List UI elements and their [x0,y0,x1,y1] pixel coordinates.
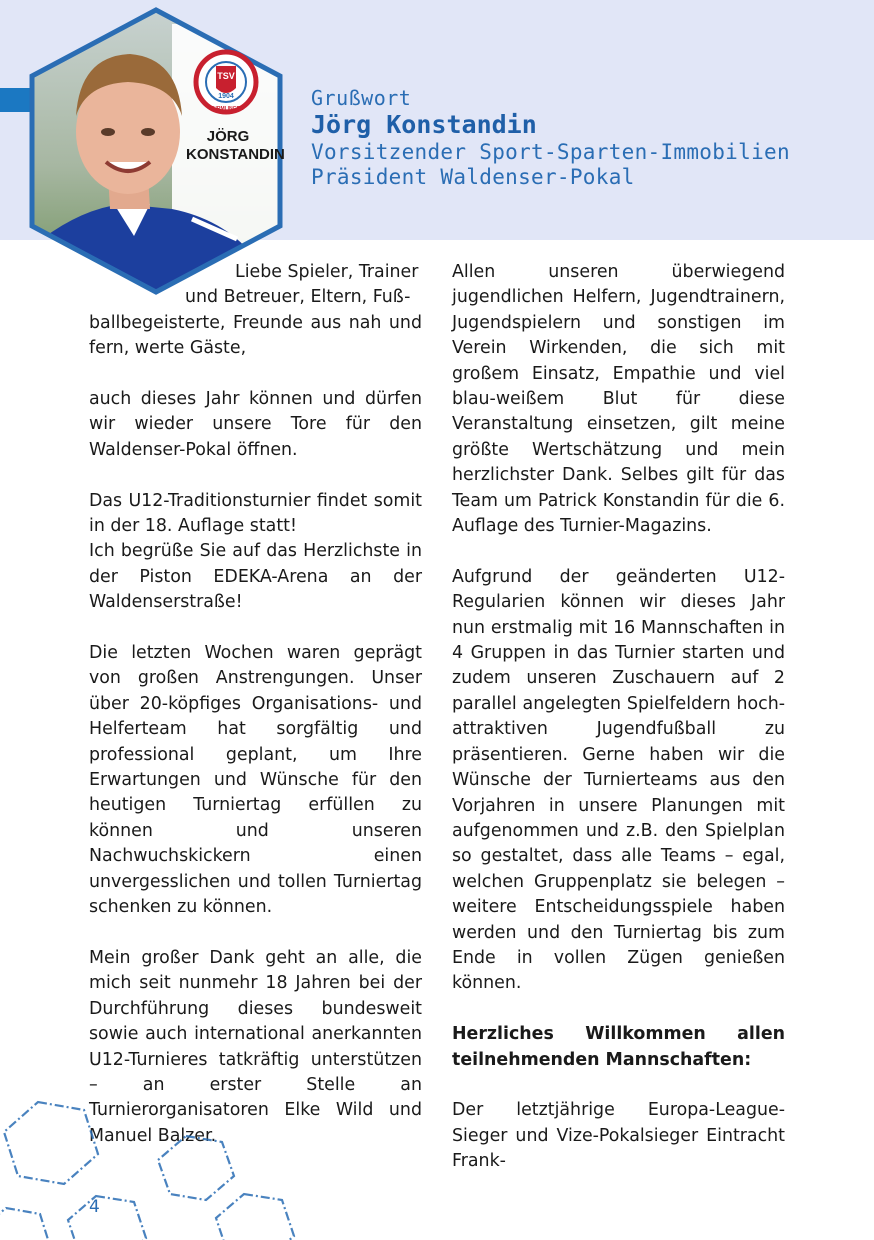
paragraph: Mein großer Dank geht an alle, die mich seit nunmehr 18 Jahren bei der Durchführung dieses bundesweit sowie auch international anerkannten U12-Turnieres tatkräftig unterstützen – an erster Stelle an Turnierorganisatoren Elke Wild und Manuel Balzer. [89,947,422,1146]
club-logo-text: TSV [217,71,235,81]
portrait-last-name: KONSTANDIN [186,146,285,163]
paragraph-sentence: Das U12-Traditionsturnier findet somit in der 18. Auflage statt! [89,490,422,537]
paragraph: Allen unseren überwiegend jugendlichen Helfern, Jugendtrainern, Jugendspielern und sonstigen im Verein Wirkenden, die sich mit großem Einsatz, Empathie und viel blau-weißem Blut für diese Veranstaltung einsetzen, gilt meine größte Wertschätzung und mein herzlichster Dank. Selbes gilt für das Team um Patrick Konstandin für die 6. Auflage des Turnier-Magazins. [452,262,785,537]
paragraph: Die letzten Wochen waren geprägt von großen Anstrengungen. Unser über 20-köpfiges Organisations- und Helferteam hat sorgfältig und professional geplant, um Ihre Erwartungen und Wünsche für den heutigen Turniertag erfüllen zu können und unseren Nachwuchskickern einen unvergesslichen und tollen Turniertag schenken zu können. [89,643,422,918]
greeting-line-1: Liebe Spieler, Trainer [235,262,419,282]
paragraph: Aufgrund der geänderten U12-Regularien können wir dieses Jahr nun erstmalig mit 16 Mannschaften in 4 Gruppen in das Turnier starten und zudem unseren Zuschauern auf 2 parallel angelegten Spielfeldern hoch-attraktiven Jugendfußball zu präsentieren. Gerne haben wir die Wünsche der Turnierteams aus den Vorjahren in unsere Planungen mit aufgenommen und z.B. den Spielplan so gestaltet, dass alle Teams – egal, welchen Gruppenplatz sie belegen – weitere Entscheidungsspiele haben werden und den Turniertag bis zum Ende in vollen Zügen genießen können. [452,566,785,994]
club-logo-ring: WURMLINGEN [208,106,244,112]
paragraph: Der letztjährige Europa-League-Sieger und Vize-Pokalsieger Eintracht Frank- [452,1100,785,1172]
club-logo-year: 1904 [218,93,234,100]
author-role-2: Präsident Waldenser-Pokal [311,165,635,189]
club-logo [196,52,256,112]
greeting-line-rest: ballbegeisterte, Freunde aus nah und fern, werte Gäste, [89,312,422,359]
portrait-label [186,128,285,164]
left-column [89,260,422,1175]
paragraph: auch dieses Jahr können und dürfen wir wieder unsere Tore für den Waldenser-Pokal öffnen. [89,389,422,460]
right-column [452,260,785,1200]
author-role-1: Vorsitzender Sport-Sparten-Immobilien [311,140,790,164]
page-number: 4 [89,1197,100,1217]
paragraph [89,489,422,616]
greeting-line-2: und Betreuer, Eltern, Fuß- [185,287,411,308]
greeting-paragraph [89,260,422,362]
header-title-block [311,86,831,190]
section-kicker: Grußwort [311,86,412,110]
author-name: Jörg Konstandin [311,110,537,139]
welcome-heading: Herzliches Willkommen allen teilnehmenden Mannschaften: [452,1024,785,1070]
hexagon-decoration [0,1088,320,1240]
portrait-first-name: JÖRG [206,128,250,145]
paragraph-sentence: Ich begrüße Sie auf das Herzlichste in der Piston EDEKA-Arena an der Waldenserstraße! [89,541,422,613]
